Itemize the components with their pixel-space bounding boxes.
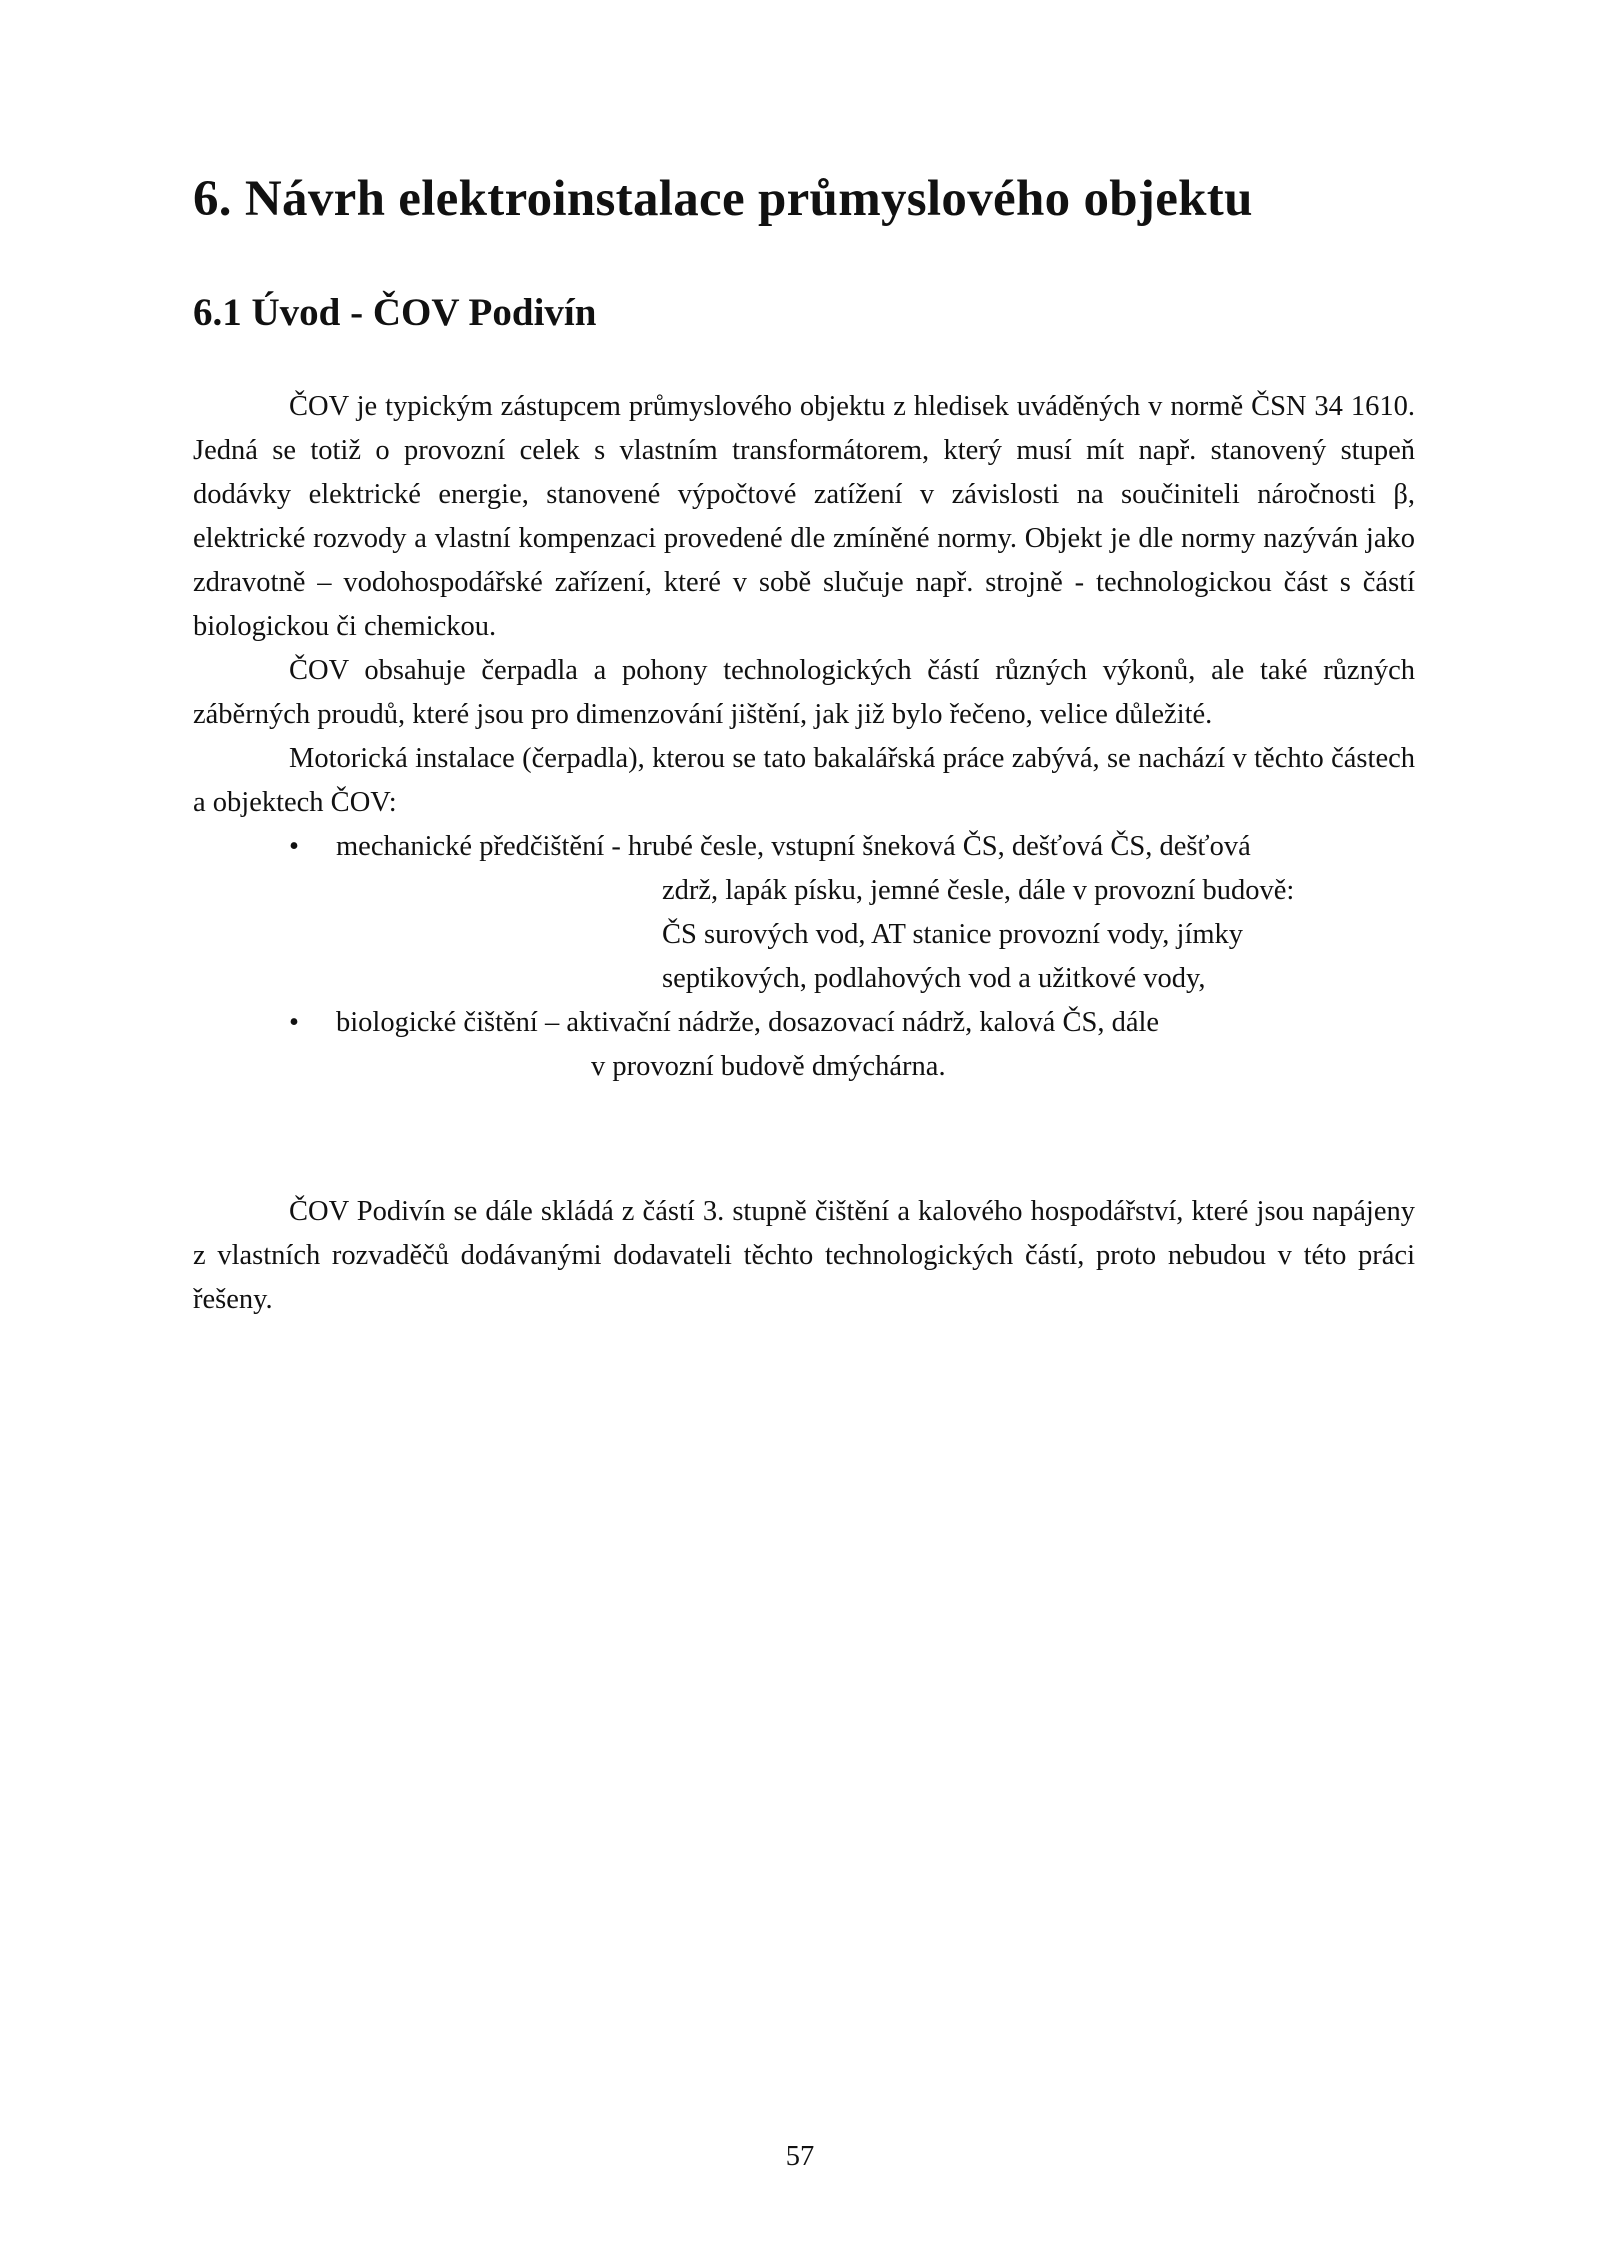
page-number: 57 [785, 2141, 815, 2172]
intro-block [193, 385, 1415, 1089]
bullet-line: v provozní budově dmýchárna. [591, 1051, 946, 1082]
bullet-item [193, 1001, 1415, 1089]
bullet-line: biologické čištění – aktivační nádrže, dosazovací nádrž, kalová ČS, dále [336, 1007, 1160, 1038]
bullet-line: ČS surových vod, AT stanice provozní vody, jímky [662, 919, 1244, 950]
bullet-list [193, 825, 1415, 1089]
bullet-dot: • [289, 1007, 299, 1038]
chapter-title: 6. Návrh elektroinstalace průmyslového objektu [193, 171, 1253, 227]
paragraph-2: ČOV obsahuje čerpadla a pohony technologických částí různých výkonů, ale také různých záběrných proudů, které jsou pro dimenzování jištění, jak již bylo řečeno, velice důležité. [193, 655, 1415, 730]
section-title: 6.1 Úvod - ČOV Podivín [193, 291, 597, 334]
paragraph-1: ČOV je typickým zástupcem průmyslového objektu z hledisek uváděných v normě ČSN 34 1610. Jedná se totiž o provozní celek s vlastním transformátorem, který musí mít např. stanovený stupeň dodávky elektrické energie, stanovené výpočtové zatížení v závislosti na součiniteli náročnosti β, elektrické rozvody a vlastní kompenzaci provedené dle zmíněné normy. Objekt je dle normy nazýván jako zdravotně – vodohospodářské zařízení, které v sobě slučuje např. strojně - technologickou část s částí biologickou či chemickou. [193, 391, 1415, 642]
bullet-line: septikových, podlahových vod a užitkové vody, [662, 963, 1206, 994]
bullet-line: mechanické předčištění - hrubé česle, vstupní šneková ČS, dešťová ČS, dešťová [336, 831, 1251, 862]
bullet-line: zdrž, lapák písku, jemné česle, dále v provozní budově: [662, 875, 1295, 906]
bullet-dot: • [289, 831, 299, 862]
paragraph-3: Motorická instalace (čerpadla), kterou se tato bakalářská práce zabývá, se nachází v těchto částech a objektech ČOV: [193, 743, 1415, 818]
bullet-item [193, 825, 1415, 1001]
closing-block [193, 1190, 1415, 1322]
paragraph-4: ČOV Podivín se dále skládá z částí 3. stupně čištění a kalového hospodářství, které jsou napájeny z vlastních rozvaděčů dodávanými dodavateli těchto technologických částí, proto nebudou v této práci řešeny. [193, 1196, 1415, 1315]
